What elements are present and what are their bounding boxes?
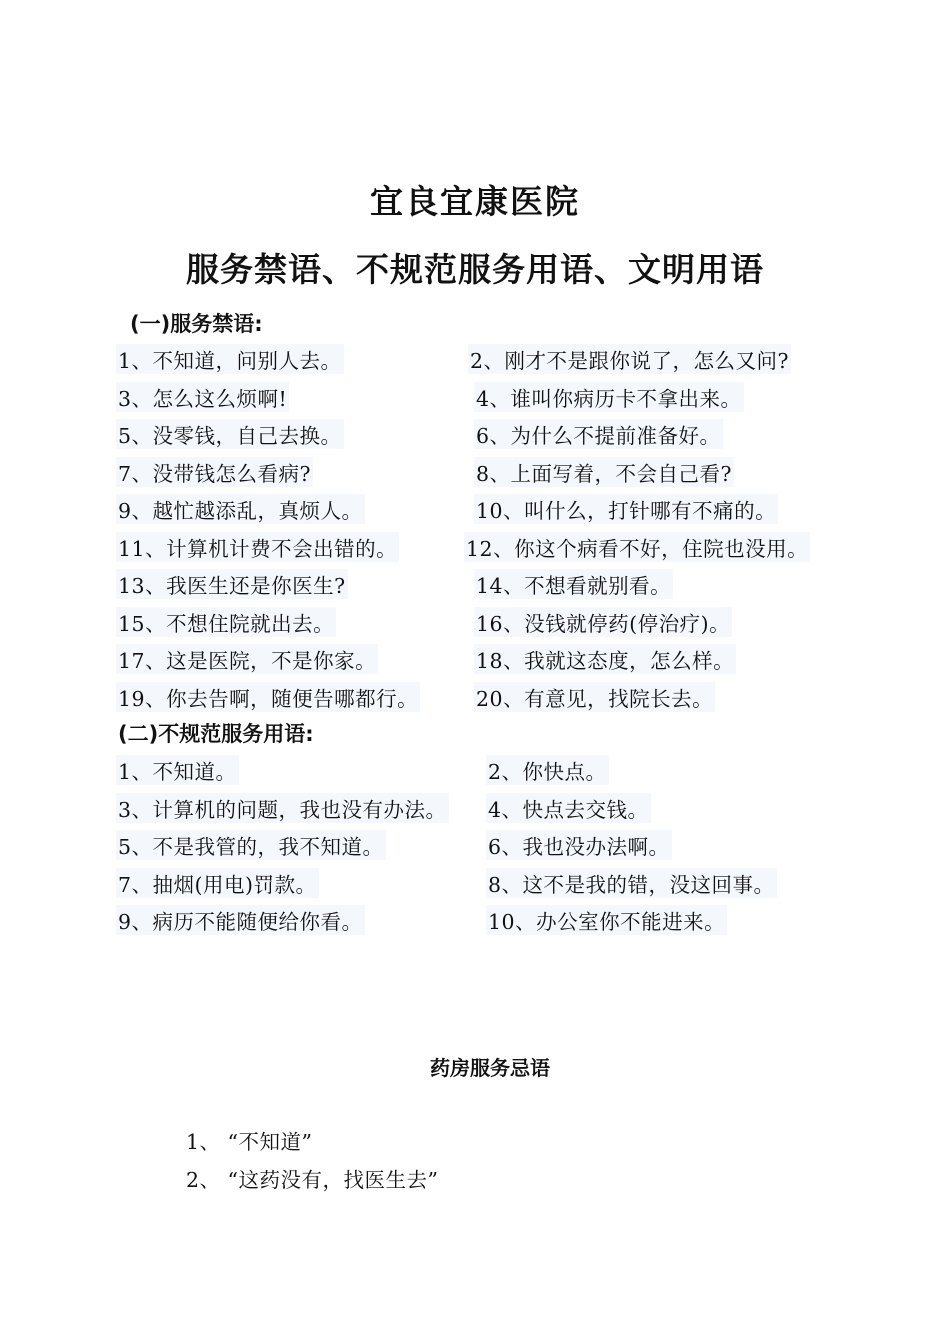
list-row — [0, 868, 950, 898]
document-subtitle: 服务禁语、不规范服务用语、文明用语 — [186, 250, 764, 289]
list-item-left: 13、我医生还是你医生? — [116, 569, 348, 599]
list-item-right: 14、不想看就别看。 — [474, 569, 673, 599]
list-item-right: 10、办公室你不能进来。 — [486, 905, 727, 935]
list-row — [0, 569, 950, 599]
list-item-right: 10、叫什么，打针哪有不痛的。 — [474, 494, 778, 524]
list-item-left: 5、没零钱，自己去换。 — [116, 419, 344, 449]
list-row — [0, 344, 950, 374]
list-item-right: 18、我就这态度，怎么样。 — [474, 644, 736, 674]
list-row — [0, 644, 950, 674]
list-row — [0, 532, 950, 562]
list-item-left: 7、没带钱怎么看病? — [116, 457, 313, 487]
hospital-name: 宜良宜康医院 — [370, 182, 580, 221]
pharmacy-taboo-item: 1、 “不知道” — [186, 1130, 313, 1154]
list-item-left: 1、不知道。 — [116, 755, 239, 785]
list-row — [0, 382, 950, 412]
list-item-left: 5、不是我管的，我不知道。 — [116, 830, 386, 860]
list-item-right: 8、这不是我的错，没这回事。 — [486, 868, 777, 898]
list-item-left: 3、怎么这么烦啊! — [116, 382, 289, 412]
section-2-heading: (二)不规范服务用语: — [118, 722, 314, 746]
list-row — [0, 905, 950, 935]
list-item-left: 7、抽烟(用电)罚款。 — [116, 868, 319, 898]
list-item-left: 3、计算机的问题，我也没有办法。 — [116, 793, 449, 823]
list-row — [0, 457, 950, 487]
pharmacy-taboo-item: 2、 “这药没有，找医生去” — [186, 1168, 439, 1192]
list-item-left: 1、不知道，问别人去。 — [116, 344, 344, 374]
list-item-right: 2、你快点。 — [486, 755, 609, 785]
list-item-right: 4、谁叫你病历卡不拿出来。 — [474, 382, 744, 412]
pharmacy-taboo-title: 药房服务忌语 — [430, 1056, 550, 1080]
list-item-right: 20、有意见，找院长去。 — [474, 682, 715, 712]
list-item-right: 2、刚才不是跟你说了，怎么又问? — [468, 344, 791, 374]
list-row — [0, 494, 950, 524]
list-item-left: 9、病历不能随便给你看。 — [116, 905, 365, 935]
list-row — [0, 607, 950, 637]
list-row — [0, 419, 950, 449]
list-item-left: 17、这是医院，不是你家。 — [116, 644, 378, 674]
list-item-right: 16、没钱就停药(停治疗)。 — [474, 607, 732, 637]
list-row — [0, 793, 950, 823]
list-row — [0, 755, 950, 785]
list-item-right: 4、快点去交钱。 — [486, 793, 651, 823]
section-1-heading: (一)服务禁语: — [130, 312, 263, 336]
list-item-left: 9、越忙越添乱，真烦人。 — [116, 494, 365, 524]
list-item-right: 6、为什么不提前准备好。 — [474, 419, 723, 449]
list-item-right: 8、上面写着，不会自己看? — [474, 457, 734, 487]
list-item-left: 11、计算机计费不会出错的。 — [116, 532, 399, 562]
list-item-right: 12、你这个病看不好，住院也没用。 — [464, 532, 810, 562]
list-row — [0, 682, 950, 712]
list-item-right: 6、我也没办法啊。 — [486, 830, 672, 860]
list-row — [0, 830, 950, 860]
list-item-left: 15、不想住院就出去。 — [116, 607, 336, 637]
list-item-left: 19、你去告啊，随便告哪都行。 — [116, 682, 420, 712]
